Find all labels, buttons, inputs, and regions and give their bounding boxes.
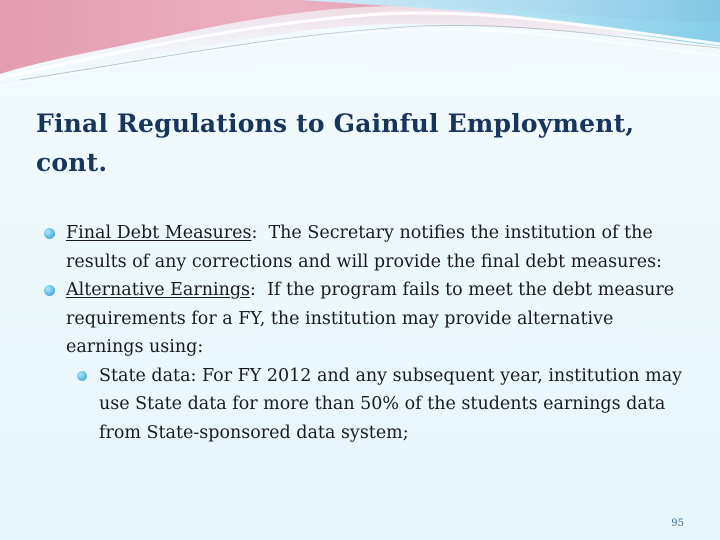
bullet-term: Final Debt Measures xyxy=(66,223,252,243)
sub-bullet-list xyxy=(66,362,696,448)
bullet-icon xyxy=(77,371,87,381)
sub-bullet-text: State data: For FY 2012 and any subsequent year, institution may use State data for more than 50% of the students earnings data from State-sponsored data system; xyxy=(99,365,683,443)
bullet-text: The Secretary notifies the institution of the results of any corrections and will provide the final debt measures: xyxy=(66,223,662,272)
bullet-list xyxy=(44,219,696,447)
page-number: 95 xyxy=(671,518,684,529)
bullet-icon xyxy=(44,285,55,296)
slide-title: Final Regulations to Gainful Employment, cont. xyxy=(36,109,635,177)
header-wave-decoration xyxy=(0,0,720,95)
bullet-final-debt-measures xyxy=(44,219,696,276)
sub-bullet-state-data xyxy=(73,362,696,448)
bullet-alternative-earnings xyxy=(44,276,696,447)
bullet-icon xyxy=(44,228,55,239)
bullet-term: Alternative Earnings xyxy=(66,280,251,300)
bullet-term-separator: : xyxy=(250,280,256,300)
bullet-term-separator: : xyxy=(251,223,258,243)
bullet-text: If the program fails to meet the debt measure requirements for a FY, the institution may provide alternative earnings using: xyxy=(66,280,680,357)
